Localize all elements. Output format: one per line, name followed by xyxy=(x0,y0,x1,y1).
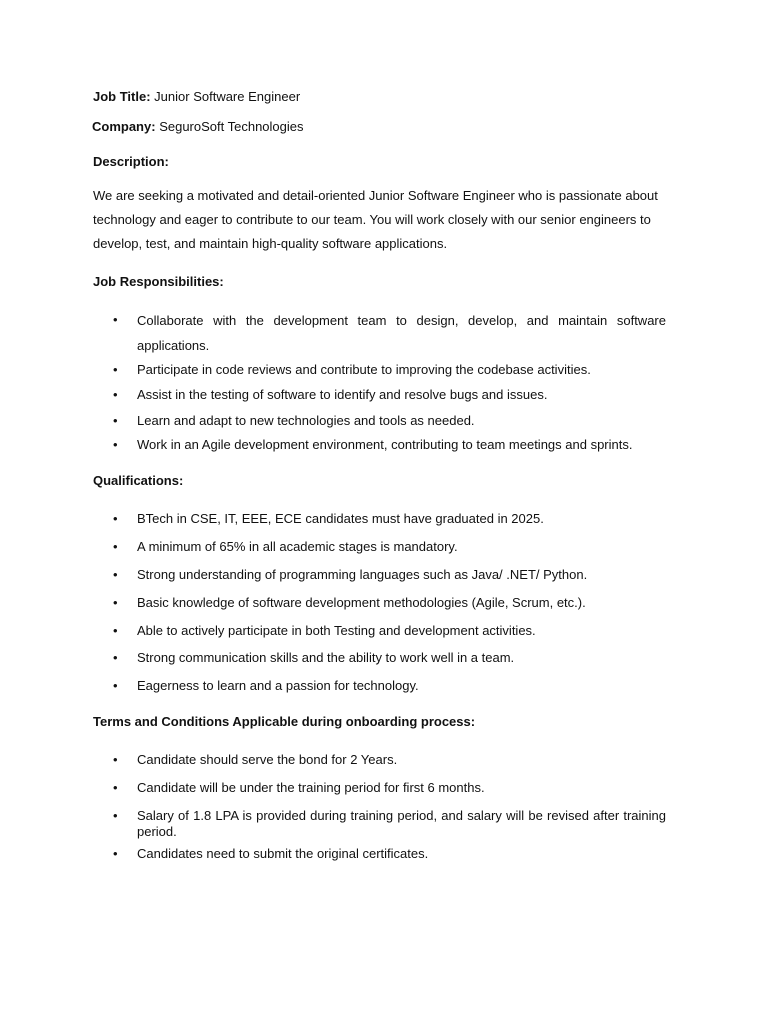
company-label: Company: xyxy=(92,119,156,134)
bullet-icon: • xyxy=(113,437,118,452)
bullet-icon: • xyxy=(113,567,118,582)
bullet-icon: • xyxy=(113,780,118,795)
bullet-icon: • xyxy=(113,752,118,767)
bullet-icon: • xyxy=(113,362,118,377)
bullet-icon: • xyxy=(113,623,118,638)
bullet-icon: • xyxy=(113,413,118,428)
bullet-icon: • xyxy=(113,387,118,402)
job-title-value: Junior Software Engineer xyxy=(154,89,301,104)
company-line xyxy=(92,119,304,135)
qualifications-heading: Qualifications: xyxy=(93,473,184,488)
job-title-line xyxy=(93,89,300,105)
company-value: SeguroSoft Technologies xyxy=(159,119,304,134)
bullet-icon: • xyxy=(113,808,118,823)
bullet-icon: • xyxy=(113,678,118,693)
bullet-icon: • xyxy=(113,511,118,526)
job-title-label: Job Title: xyxy=(93,89,151,104)
bullet-icon: • xyxy=(113,312,118,327)
bullet-icon: • xyxy=(113,650,118,665)
description-text: We are seeking a motivated and detail-oriented Junior Software Engineer who is passionate about technology and eager to contribute to our team. You will work closely with our senior engineers to develop, test, and maintain high-quality software applications. xyxy=(93,188,658,251)
bullet-icon: • xyxy=(113,539,118,554)
bullet-icon: • xyxy=(113,595,118,610)
bullet-icon: • xyxy=(113,846,118,861)
description-heading: Description: xyxy=(93,154,169,169)
responsibilities-heading: Job Responsibilities: xyxy=(93,274,224,289)
terms-heading: Terms and Conditions Applicable during onboarding process: xyxy=(93,714,476,729)
